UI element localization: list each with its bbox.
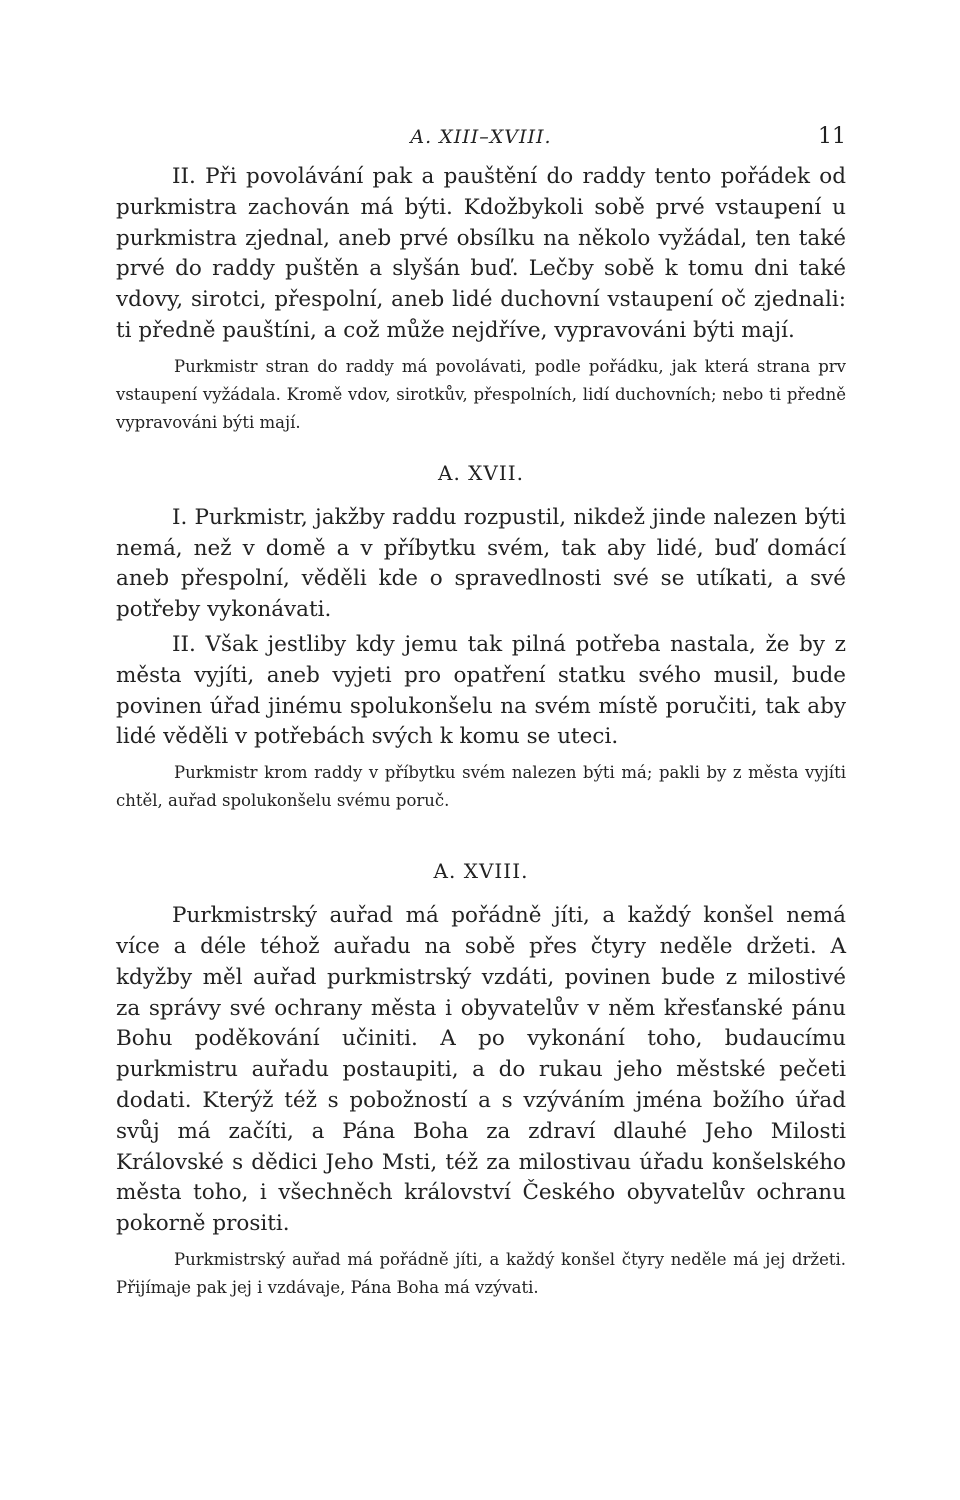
- summary-xvi: Purkmistr stran do raddy má povolávati, podle pořádku, jak která strana prv vstaupení vyžádala. Kromě vdov, sirotkův, přespolních, lidí duchovních; nebo ti předně vypravováni býti mají.: [116, 356, 846, 432]
- section-range: A. XIII–XVIII.: [410, 126, 552, 148]
- paragraph-xvii-i: I. Purkmistr, jakžby raddu rozpustil, nikdež jinde nalezen býti nemá, než v domě a v příbytku svém, tak aby lidé, buď domácí aneb přespolní, věděli kde o spravedlnosti své se utíkati, a své potřeby vykonávati.: [116, 504, 846, 623]
- summary-xvii: Purkmistr krom raddy v příbytku svém nalezen býti má; pakli by z města vyjíti chtěl, auřad spolukonšelu svému poruč.: [116, 763, 846, 811]
- page-number: 11: [818, 124, 846, 149]
- paragraph-xvi-ii: II. Při povolávání pak a pauštění do raddy tento pořádek od purkmistra zachován má býti. Kdožbykoli sobě prvé vstaupení u purkmistra zjednal, aneb prvé obsílku na několo vyžádal, ten také prvé do raddy puštěn a slyšán buď. Lečby sobě k tomu dni také vdovy, sirotci, přespolní, aneb lidé duchovní vstaupení oč zjednali: ti předně pauštíni, a což může nejdříve, vypravováni býti mají.: [116, 164, 846, 343]
- article-heading-xvii: A. XVII.: [438, 460, 524, 485]
- running-header: [116, 118, 846, 158]
- page: [116, 118, 846, 1302]
- article-heading-xviii: A. XVIII.: [433, 859, 529, 884]
- paragraph-xviii: Purkmistrský auřad má pořádně jíti, a každý konšel nemá více a déle téhož auřadu na sobě přes čtyry neděle držeti. A kdyžby měl auřad purkmistrský vzdáti, povinen bude z milostivé za správy své ochrany města i obyvatelův v něm křesťanské pánu Bohu poděkování učiniti. A po vykonání toho, budaucímu purkmistru auřadu postaupiti, a do rukau jeho městské pečeti dodati. Kterýž též s pobožností a s vzýváním jména božího úřad svůj má začíti, a Pána Boha za zdraví dlauhé Jeho Milosti Královské s dědici Jeho Msti, též za milostivau úřadu konšelského města toho, i všechněch království Českého obyvatelův ochranu pokorně prositi.: [116, 903, 846, 1237]
- summary-xviii: Purkmistrský auřad má pořádně jíti, a každý konšel čtyry neděle má jej držeti. Přijímaje pak jej i vzdávaje, Pána Boha má vzývati.: [116, 1249, 846, 1297]
- paragraph-xvii-ii: II. Však jestliby kdy jemu tak pilná potřeba nastala, že by z města vyjíti, aneb vyjeti pro opatření statku svého musil, bude povinen úřad jinému spolukonšelu na svém místě poručiti, tak aby lidé věděli v potřebách svých k komu se uteci.: [116, 631, 846, 750]
